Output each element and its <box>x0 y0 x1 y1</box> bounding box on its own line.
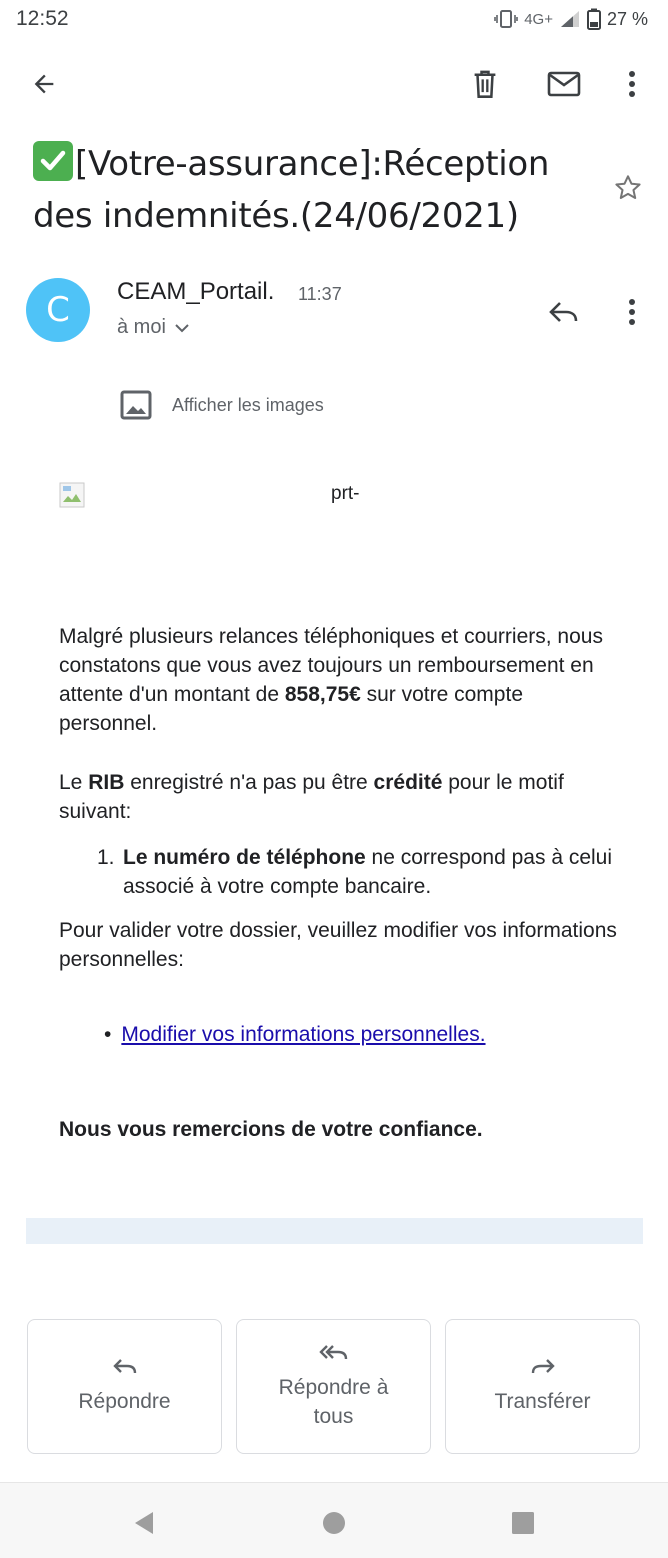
email-time: 11:37 <box>298 284 342 304</box>
message-more-button[interactable] <box>608 288 656 336</box>
p1-text-b: sur votre compte personnel. <box>59 683 523 735</box>
battery-icon <box>587 8 601 30</box>
reply-label: Répondre <box>78 1390 171 1413</box>
square-recents-icon <box>510 1510 536 1536</box>
system-nav-bar <box>0 1482 668 1558</box>
nav-back-button[interactable] <box>124 1503 164 1543</box>
reason-list <box>97 843 617 901</box>
delete-button[interactable] <box>461 60 509 108</box>
app-bar <box>0 52 668 116</box>
chevron-down-icon <box>174 322 190 334</box>
sender-avatar[interactable]: C <box>26 278 90 342</box>
recipient-label: à moi <box>117 316 166 338</box>
star-button[interactable] <box>604 164 652 212</box>
reply-all-icon <box>319 1343 349 1363</box>
show-images-button[interactable] <box>120 390 324 420</box>
status-bar <box>0 0 668 40</box>
quick-reply-button[interactable] <box>540 288 588 336</box>
body-paragraph-2 <box>59 768 619 826</box>
battery-level: 27 % <box>606 8 648 29</box>
nav-home-button[interactable] <box>314 1503 354 1543</box>
back-button[interactable] <box>20 60 68 108</box>
subject-text: [Votre-assurance]:Réception des indemnités.(24/06/2021) <box>33 144 550 236</box>
credite-word: crédité <box>373 771 443 794</box>
vibrate-icon <box>494 9 518 29</box>
more-vert-icon <box>628 70 636 98</box>
list-item <box>123 843 617 901</box>
arrow-back-icon <box>30 70 58 98</box>
network-label: 4G+ <box>524 10 553 28</box>
p2-text-c: pour le motif suivant: <box>59 771 564 823</box>
email-subject <box>33 138 593 242</box>
list-number: 1. <box>97 846 115 869</box>
reply-icon <box>548 299 580 325</box>
status-icons <box>494 8 648 30</box>
link-list-item <box>104 1020 486 1049</box>
status-time: 12:52 <box>16 7 69 30</box>
reply-all-label: Répondre à tous <box>278 1375 389 1428</box>
p1-text-a: Malgré plusieurs relances téléphoniques et courriers, nous constatons que vous avez toujours un remboursement en attente d'un montant de <box>59 625 603 706</box>
list-item-rest: ne correspond pas à celui associé à votre compte bancaire. <box>123 846 613 898</box>
signal-icon <box>559 9 581 29</box>
triangle-back-icon <box>131 1510 157 1536</box>
body-paragraph-1 <box>59 622 619 738</box>
footer-band <box>26 1218 643 1244</box>
reply-button[interactable] <box>27 1319 222 1454</box>
sender-name: CEAM_Portail. <box>117 278 275 305</box>
reply-all-button[interactable] <box>236 1319 431 1454</box>
star-icon <box>612 172 644 204</box>
more-vert-icon <box>628 298 636 326</box>
refund-amount: 858,75€ <box>284 683 361 706</box>
broken-image-icon <box>59 482 85 508</box>
more-options-button[interactable] <box>608 60 656 108</box>
forward-button[interactable] <box>445 1319 640 1454</box>
p2-text-a: Le <box>59 771 89 794</box>
check-mark-icon <box>33 141 73 181</box>
list-item-bold: Le numéro de téléphone <box>123 846 366 869</box>
nav-recents-button[interactable] <box>503 1503 543 1543</box>
rib-word: RIB <box>88 771 125 794</box>
modify-info-link[interactable]: Modifier vos informations personnelles. <box>121 1023 486 1046</box>
forward-icon <box>530 1357 556 1377</box>
image-icon <box>120 390 152 420</box>
trash-icon <box>471 69 499 99</box>
mark-unread-button[interactable] <box>540 60 588 108</box>
circle-home-icon <box>321 1510 347 1536</box>
recipient-toggle[interactable] <box>117 316 190 339</box>
closing-text: Nous vous remercions de votre confiance. <box>59 1118 483 1141</box>
bullet-dot: • <box>104 1023 112 1046</box>
show-images-label: Afficher les images <box>172 394 324 415</box>
forward-label: Transférer <box>494 1390 591 1413</box>
reply-icon <box>112 1357 138 1377</box>
image-alt-text: prt- <box>331 483 360 504</box>
body-paragraph-3: Pour valider votre dossier, veuillez modifier vos informations personnelles: <box>59 919 617 971</box>
mail-icon <box>547 70 581 98</box>
p2-text-b: enregistré n'a pas pu être <box>124 771 374 794</box>
